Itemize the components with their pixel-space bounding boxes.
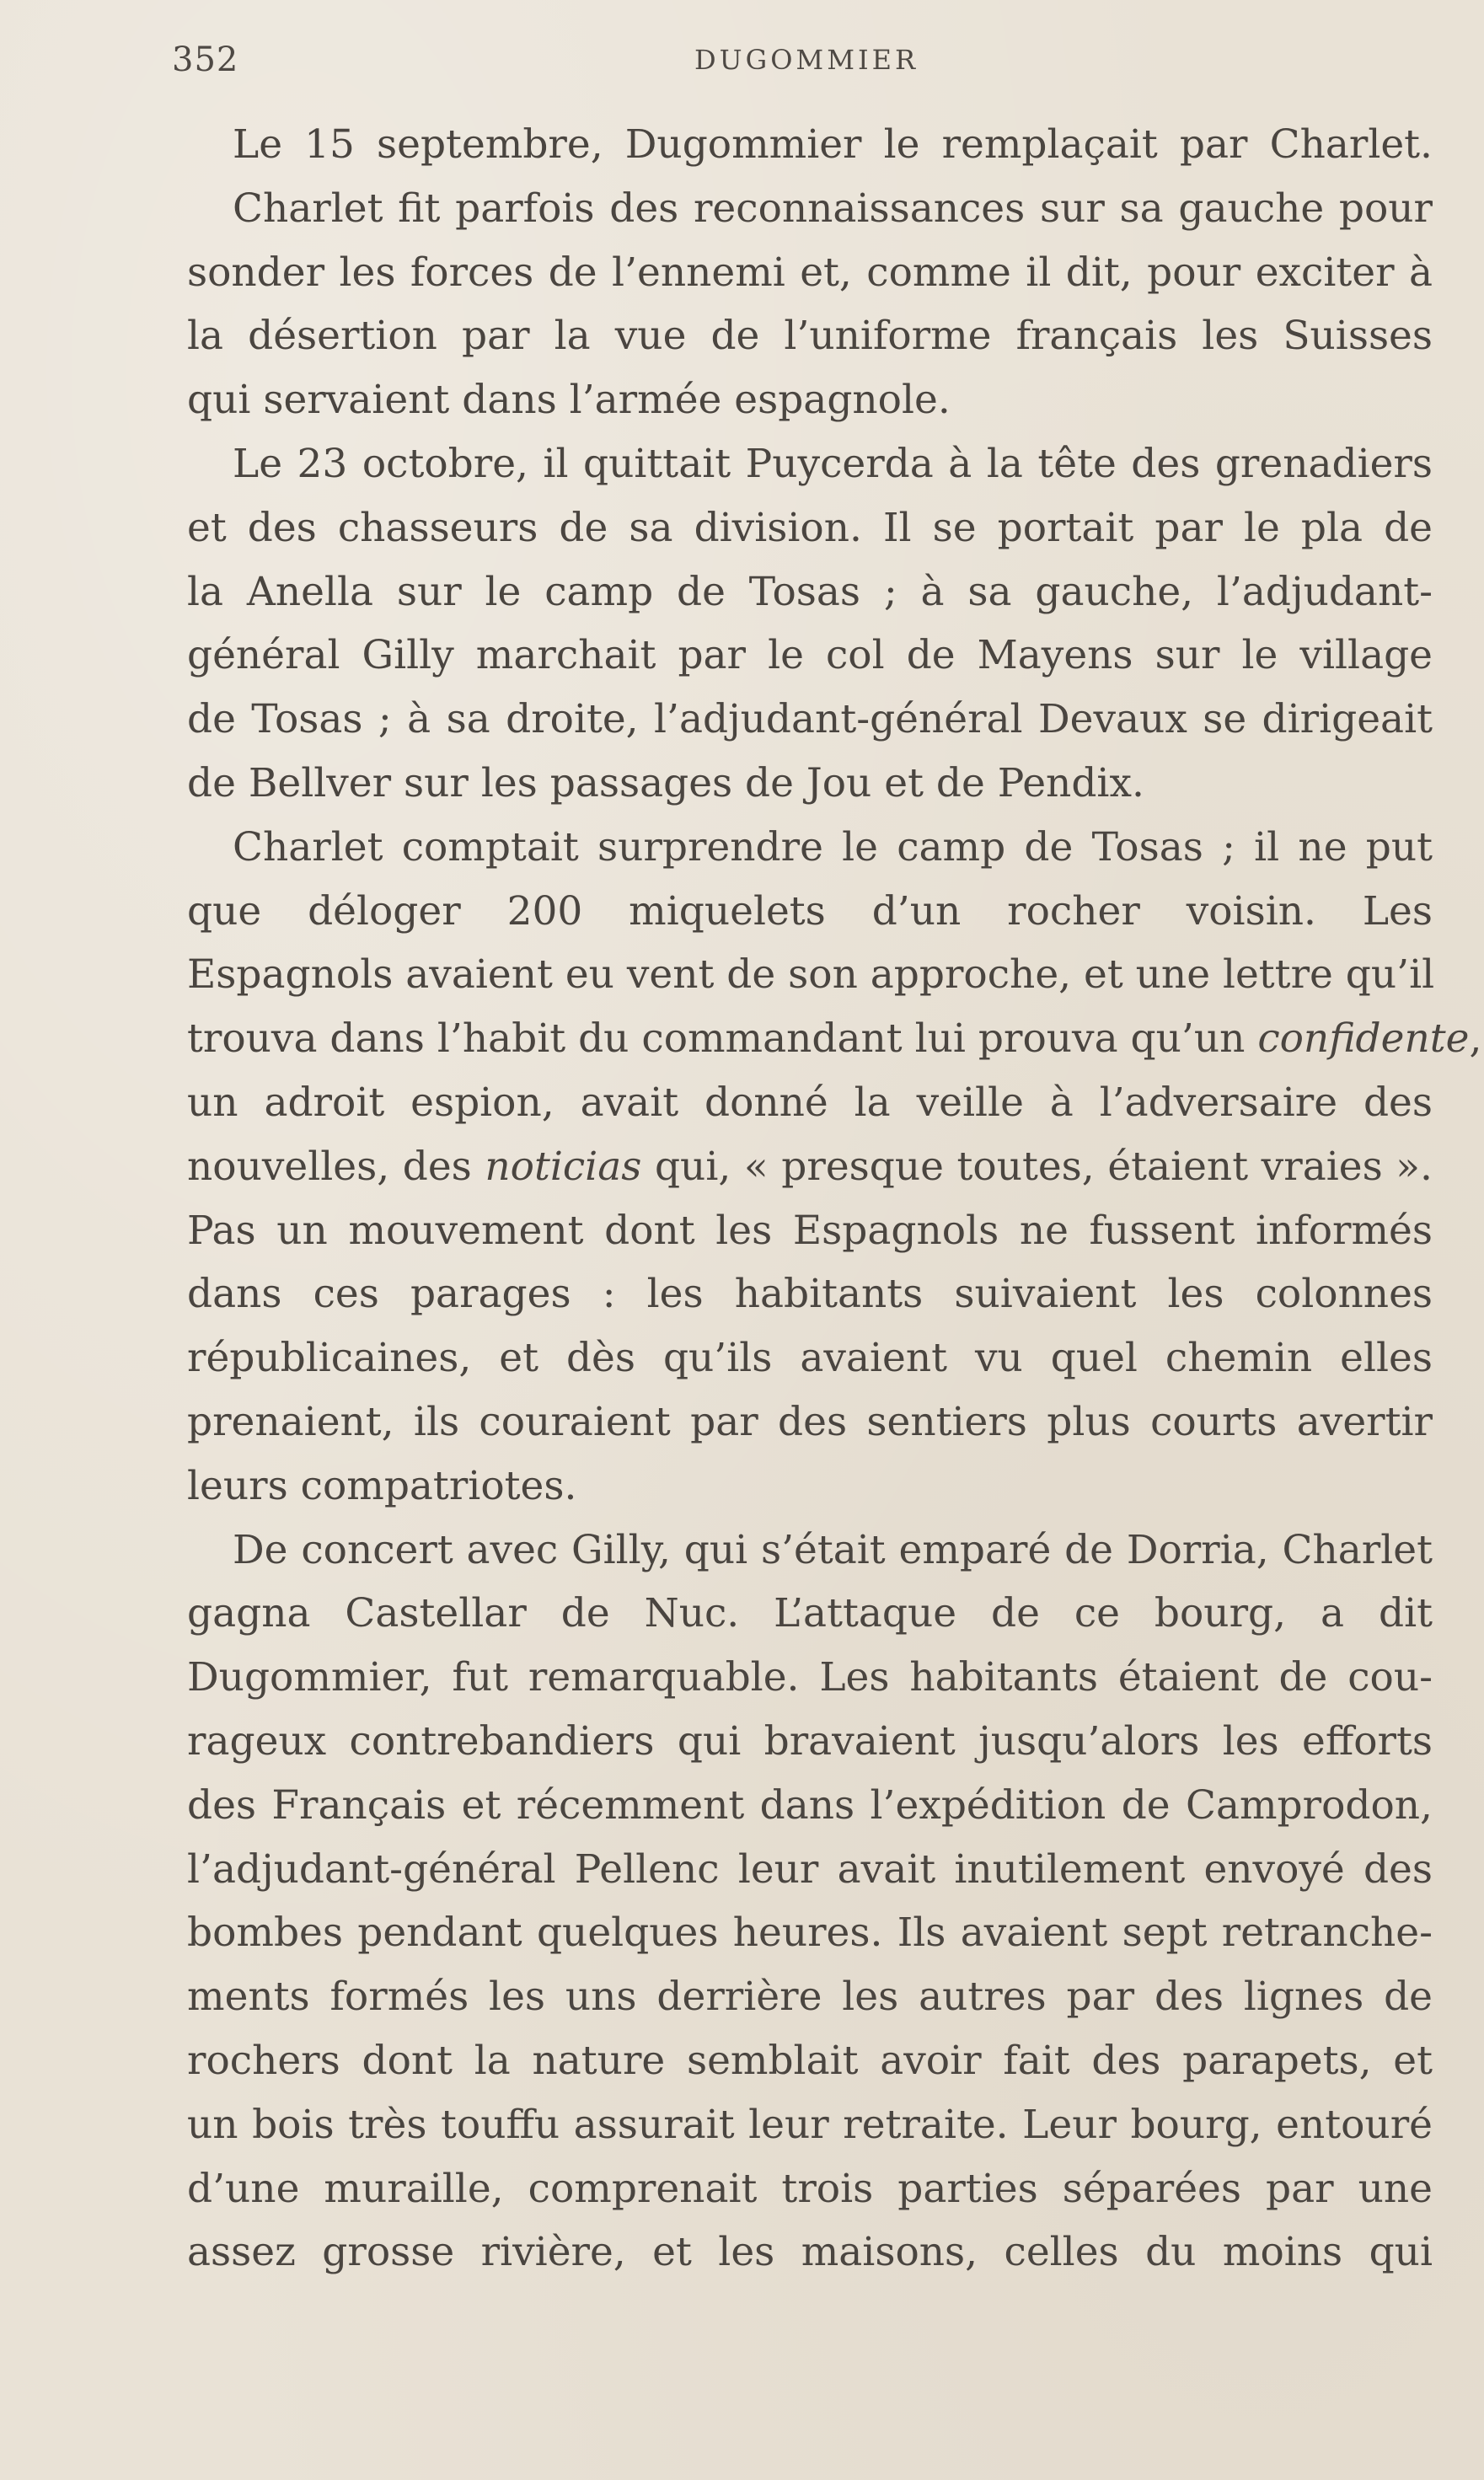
text-line: rageux contrebandiers qui bravaient jusqu’alors les efforts <box>187 1717 1433 1765</box>
text-line: dans ces parages : les habitants suivaient les colonnes <box>187 1271 1433 1318</box>
text-line: de Tosas ; à sa droite, l’adjudant-général Devaux se dirigeait <box>187 696 1433 743</box>
italic-term: noticias <box>485 1143 642 1190</box>
text-line: d’une muraille, comprenait trois parties séparées par une <box>187 2165 1433 2212</box>
text-line: Espagnols avaient eu vent de son approche, et une lettre qu’il <box>187 951 1435 999</box>
text-line: sonder les forces de l’ennemi et, comme il dit, pour exciter à <box>187 249 1433 296</box>
text-line: Le 23 octobre, il quittait Puycerda à la tête des grenadiers <box>233 440 1433 487</box>
text-line <box>187 1135 1433 1199</box>
text-line: Pas un mouvement dont les Espagnols ne fussent informés <box>187 1207 1433 1254</box>
text-line: la Anella sur le camp de Tosas ; à sa gauche, l’adjudant- <box>187 568 1433 615</box>
text-line: rochers dont la nature semblait avoir fait des parapets, et <box>187 2037 1433 2084</box>
text-line <box>187 1007 1482 1071</box>
text-line: républicaines, et dès qu’ils avaient vu quel chemin elles <box>187 1335 1433 1382</box>
text-line: Dugommier, fut remarquable. Les habitants étaient de cou- <box>187 1654 1433 1701</box>
text-line: prenaient, ils couraient par des sentiers plus courts avertir <box>187 1398 1433 1445</box>
text-segment: nouvelles, des <box>187 1143 485 1190</box>
text-line: gagna Castellar de Nuc. L’attaque de ce bourg, a dit <box>187 1590 1433 1637</box>
text-line: la désertion par la vue de l’uniforme français les Suisses <box>187 313 1433 360</box>
running-head <box>172 40 1453 83</box>
text-line: de Bellver sur les passages de Jou et de Pendix. <box>187 759 1144 806</box>
page-number: 352 <box>172 40 239 79</box>
text-line: l’adjudant-général Pellenc leur avait inutilement envoyé des <box>187 1845 1433 1893</box>
text-line: un adroit espion, avait donné la veille à l’adversaire des <box>187 1079 1433 1126</box>
text-line: bombes pendant quelques heures. Ils avaient sept retranche- <box>187 1910 1433 1957</box>
text-line: ments formés les uns derrière les autres par des lignes de <box>187 1974 1433 2021</box>
text-line: général Gilly marchait par le col de Mayens sur le village <box>187 632 1433 679</box>
text-line: et des chasseurs de sa division. Il se portait par le pla de <box>187 504 1433 551</box>
text-line: que déloger 200 miquelets d’un rocher voisin. Les <box>187 887 1433 935</box>
text-line: De concert avec Gilly, qui s’était emparé de Dorria, Charlet <box>233 1526 1433 1573</box>
text-segment: qui, « presque toutes, étaient vraies ». <box>641 1143 1433 1190</box>
text-line: des Français et récemment dans l’expédition de Camprodon, <box>187 1781 1433 1829</box>
text-line: Charlet fit parfois des reconnaissances sur sa gauche pour <box>233 185 1433 232</box>
text-line: assez grosse rivière, et les maisons, celles du moins qui <box>187 2229 1433 2276</box>
italic-term: confidente <box>1257 1015 1470 1063</box>
text-line: un bois très touffu assurait leur retraite. Leur bourg, entouré <box>187 2101 1433 2148</box>
text-line: Charlet comptait surprendre le camp de Tosas ; il ne put <box>233 823 1433 870</box>
text-segment: , <box>1469 1015 1482 1063</box>
text-line: Le 15 septembre, Dugommier le remplaçait par Charlet. <box>233 121 1433 168</box>
text-line: qui servaient dans l’armée espagnole. <box>187 377 951 424</box>
running-title: DUGOMMIER <box>694 44 919 76</box>
text-line: leurs compatriotes. <box>187 1462 577 1509</box>
body-text <box>187 113 1482 2284</box>
text-segment: trouva dans l’habit du commandant lui prouva qu’un <box>187 1015 1258 1063</box>
